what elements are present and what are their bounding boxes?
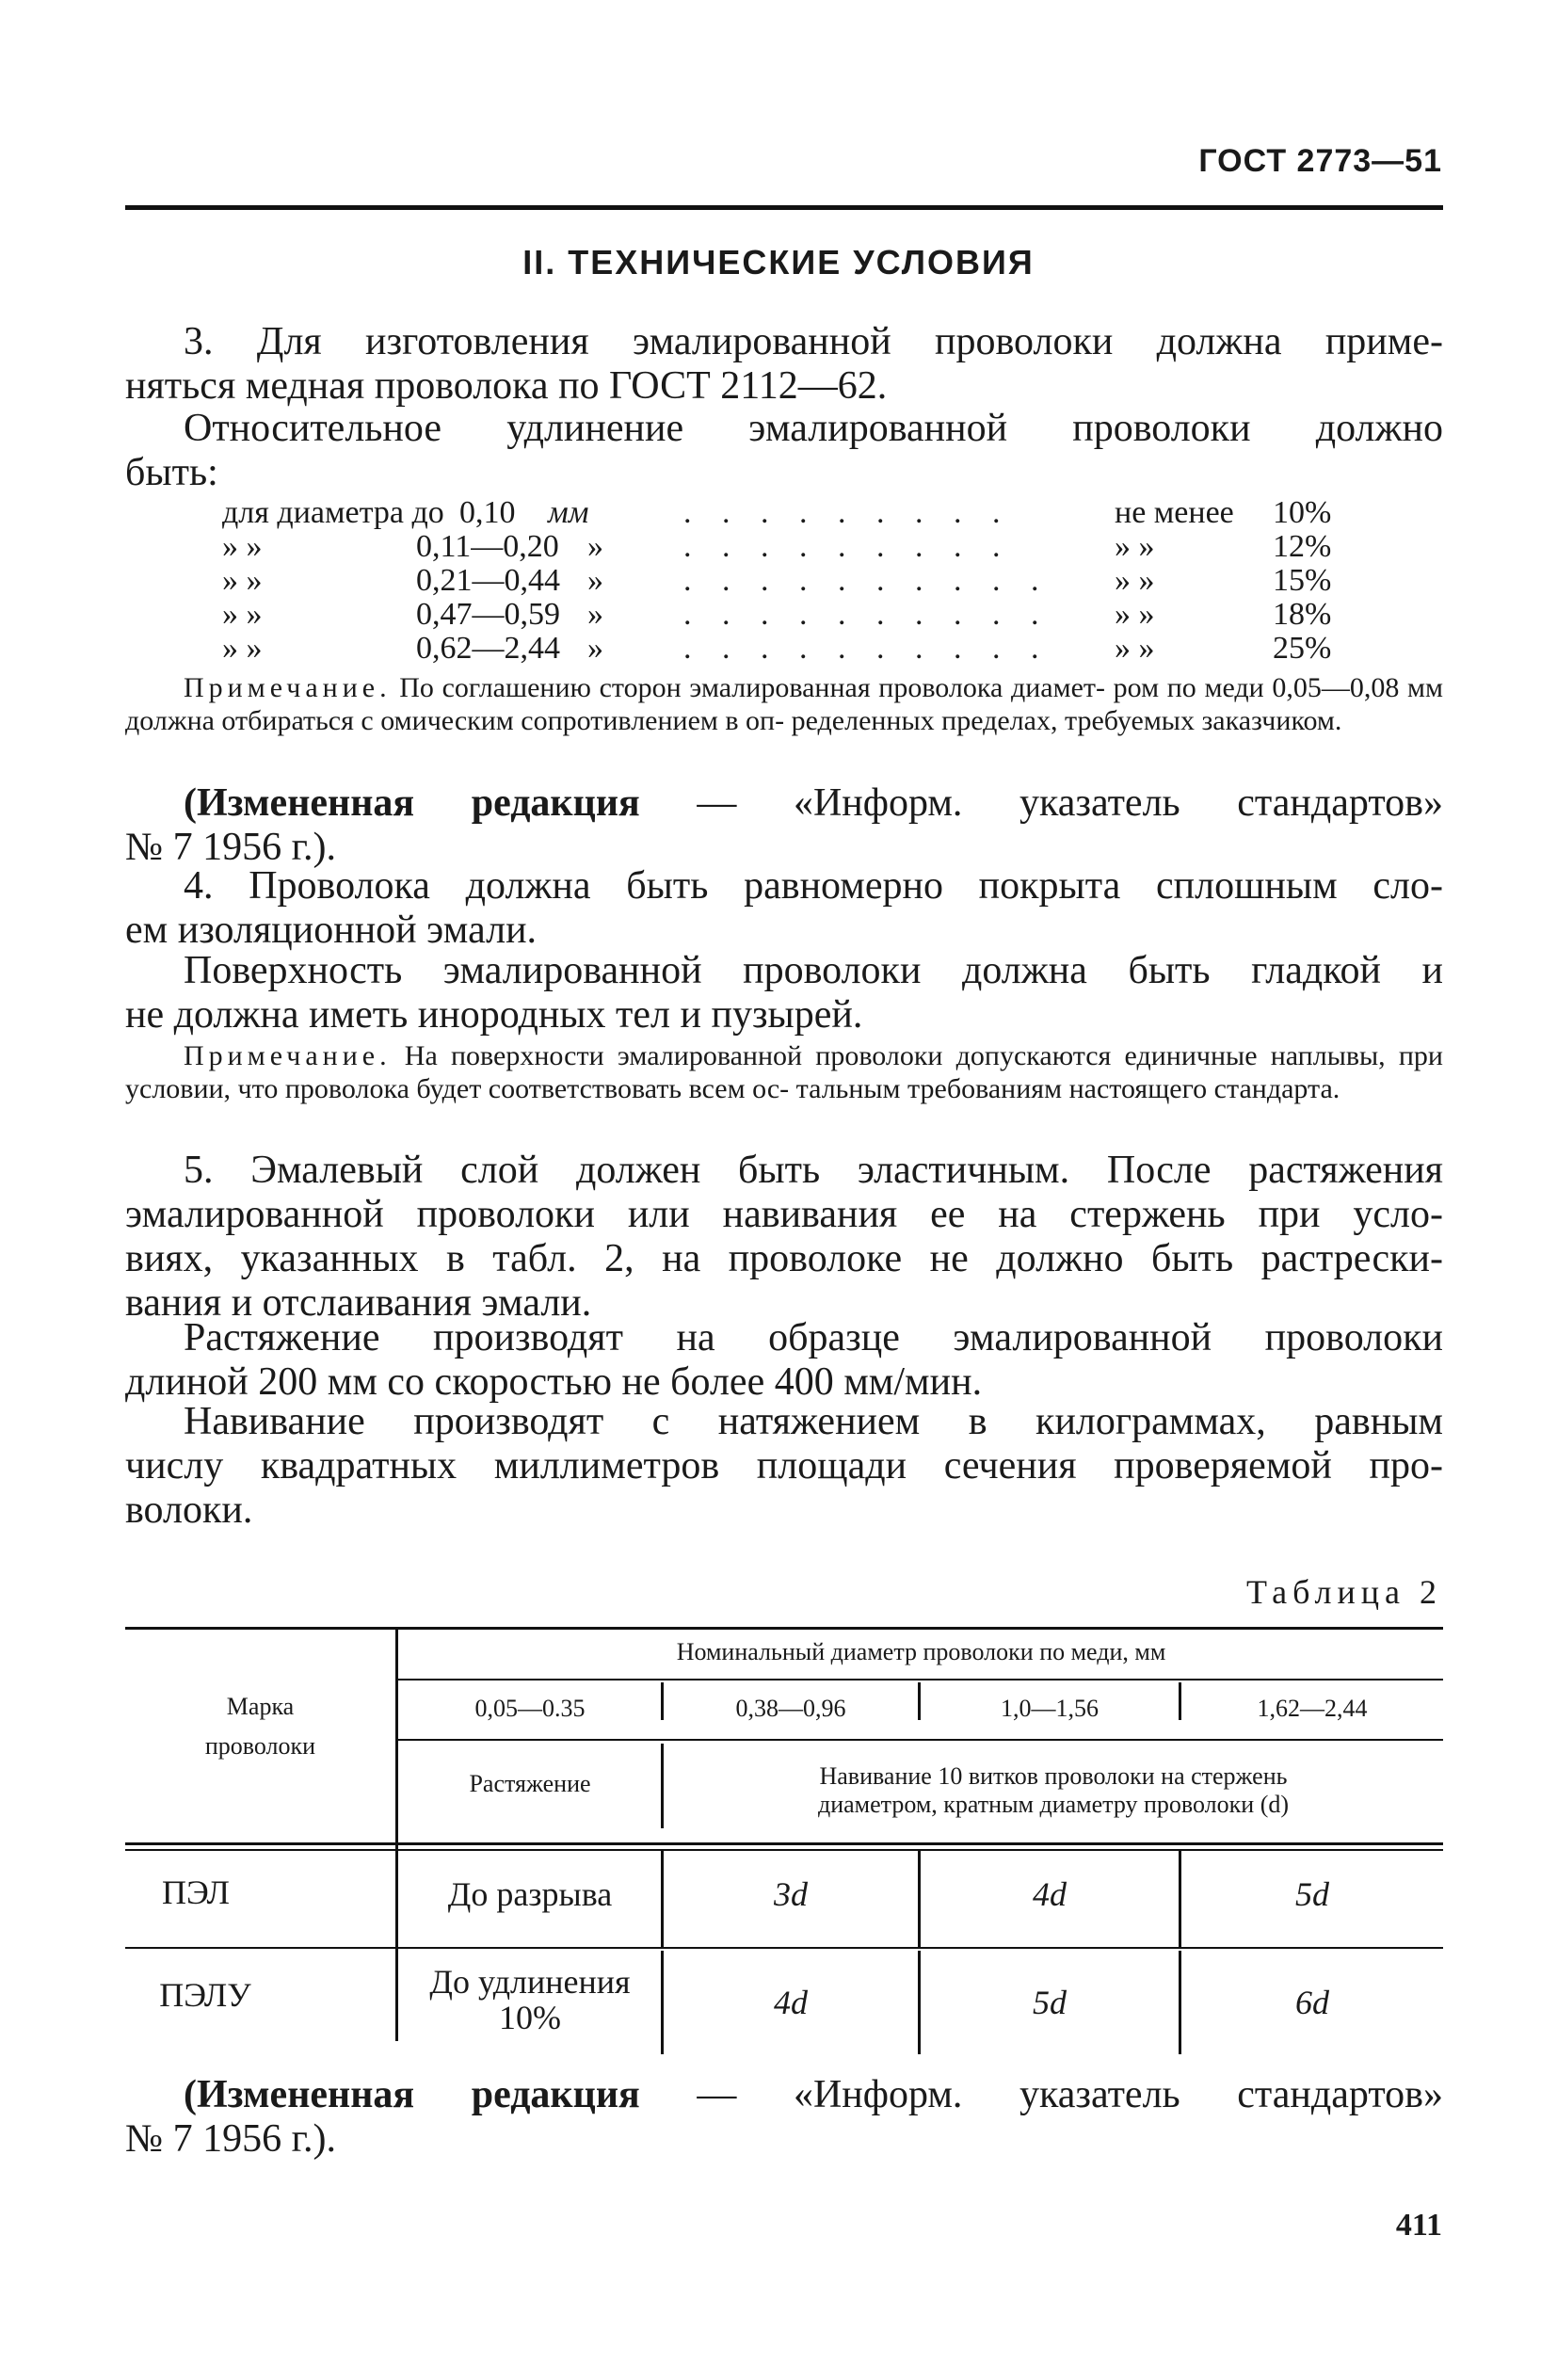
row-unit: » — [587, 563, 603, 598]
section-title: II. ТЕХНИЧЕСКИЕ УСЛОВИЯ — [522, 243, 1035, 281]
page-number: 411 — [1395, 2208, 1442, 2243]
row-range: 0,47—0,59 — [416, 597, 560, 632]
edition-rest: — «Информ. указатель стандартов» — [639, 781, 1443, 825]
row-range: 0,21—0,44 — [416, 563, 560, 598]
paragraph-line: волоки. — [125, 1488, 253, 1532]
header-winding-line: Навивание 10 витков проволоки на стержень — [819, 1762, 1288, 1790]
paragraph-line: 4. Проволока должна быть равномерно покрыта сплошным сло- — [184, 864, 1443, 908]
header-diameter: Номинальный диаметр проволоки по меди, мм — [676, 1638, 1166, 1665]
header-brand-line: проволоки — [204, 1732, 316, 1760]
row-value: 15% — [1273, 563, 1332, 598]
paragraph-line: длиной 200 мм со скоростью не более 400 мм/мин. — [125, 1360, 983, 1404]
row-range: 0,11—0,20 — [416, 529, 559, 564]
table-rule-sub — [397, 1739, 1443, 1741]
paragraph-line: Растяжение производят на образце эмалированной проволоки — [184, 1316, 1443, 1359]
table-col-rule — [395, 1627, 398, 2041]
row-range: 0,62—2,44 — [416, 631, 560, 666]
row-unit: » — [587, 597, 603, 632]
cell-brand: ПЭЛ — [162, 1873, 230, 1911]
note-text: По соглашению сторон эмалированная проволока диамет- ром по меди 0,05—0,08 мм должна отбираться с омическим сопротивлением в оп- ределенных пределах, требуемых заказчиком. — [125, 672, 1443, 736]
row-dots: . . . . . . . . . . — [683, 631, 1051, 666]
row-unit: мм — [548, 495, 589, 530]
stretch-paragraph — [125, 1316, 1443, 1405]
paragraph-line: числу квадратных миллиметров площади сечения проверяемой про- — [125, 1444, 1443, 1488]
header-stretch: Растяжение — [469, 1770, 591, 1797]
edition-rest: — «Информ. указатель стандартов» — [639, 2073, 1443, 2116]
row-value: 10% — [1273, 495, 1332, 530]
paragraph-line: Навивание производят с натяжением в килограммах, равным — [184, 1400, 1443, 1443]
header-diameter-4: 1,62—2,44 — [1257, 1695, 1368, 1722]
note-label: Примечание. — [184, 672, 392, 703]
paragraph-5 — [125, 1149, 1443, 1326]
paragraph-line: 5. Эмалевый слой должен быть эластичным. После растяжения — [184, 1149, 1443, 1192]
note-label: Примечание. — [184, 1040, 392, 1071]
cell-winding-2: 5d — [1033, 1984, 1067, 2021]
cell-winding-1: 3d — [774, 1875, 808, 1913]
table-rule-header — [125, 1849, 1443, 1851]
row-dots: . . . . . . . . . — [683, 529, 1012, 564]
row-dots: . . . . . . . . . . — [683, 563, 1051, 598]
row-prefix: » » — [222, 563, 263, 598]
row-prefix: для диаметра до — [222, 495, 444, 530]
edition-bold: (Измененная редакция — [184, 781, 640, 825]
row-condition: » » — [1115, 529, 1155, 564]
paragraph-line: вания и отслаивания эмали. — [125, 1281, 592, 1325]
cell-winding-2: 4d — [1033, 1875, 1067, 1913]
paragraph-line: быть: — [125, 451, 218, 494]
row-condition: » » — [1115, 631, 1155, 666]
header-brand-line: Марка — [226, 1693, 295, 1720]
header-winding-line: диаметром, кратным диаметру проволоки (d) — [817, 1791, 1290, 1818]
row-range: 0,10 — [459, 495, 516, 530]
note-1 — [125, 671, 1443, 737]
edition-line — [125, 781, 1443, 826]
cell-brand: ПЭЛУ — [159, 1976, 251, 2014]
edition-note-1 — [125, 781, 1443, 870]
cell-stretch-line: До удлинения — [429, 1963, 631, 2001]
edition-line-2: № 7 1956 г.). — [125, 826, 337, 869]
paragraph-3 — [125, 320, 1443, 409]
paragraph-line: 3. Для изготовления эмалированной проволоки должна приме- — [184, 320, 1443, 363]
header-brand — [125, 1693, 395, 1761]
row-value: 18% — [1273, 597, 1332, 632]
paragraph-4 — [125, 864, 1443, 953]
paragraph-line: виях, указанных в табл. 2, на проволоке не должно быть растрески- — [125, 1237, 1443, 1280]
cell-stretch — [399, 1964, 661, 2035]
paragraph-line: эмалированной проволоки или навивания ее на стержень при усло- — [125, 1193, 1443, 1236]
cell-winding-3: 5d — [1295, 1875, 1329, 1913]
cell-stretch: До разрыва — [447, 1875, 613, 1913]
row-value: 25% — [1273, 631, 1332, 666]
row-dots: . . . . . . . . . — [683, 495, 1012, 530]
edition-note-2 — [125, 2073, 1443, 2162]
table-rule-header — [125, 1842, 1443, 1845]
edition-line-2: № 7 1956 г.). — [125, 2117, 337, 2161]
edition-bold: (Измененная редакция — [184, 2073, 640, 2116]
paragraph-line: Относительное удлинение эмалированной проволоки должно — [184, 407, 1443, 450]
row-condition: не менее — [1115, 495, 1234, 530]
note-2 — [125, 1039, 1443, 1105]
row-prefix: » » — [222, 529, 263, 564]
header-diameter-1: 0,05—0.35 — [474, 1695, 586, 1722]
paragraph-line: няться медная проволока по ГОСТ 2112—62. — [125, 364, 888, 408]
header-diameter-3: 1,0—1,56 — [1001, 1695, 1099, 1722]
row-unit: » — [587, 529, 603, 564]
winding-paragraph — [125, 1400, 1443, 1533]
note-text: На поверхности эмалированной проволоки допускаются единичные наплывы, при условии, что проволока будет соответствовать всем ос- тальным требованиям настоящего стандарта. — [125, 1040, 1443, 1104]
row-prefix: » » — [222, 597, 263, 632]
row-dots: . . . . . . . . . . — [683, 597, 1051, 632]
paragraph-line: не должна иметь инородных тел и пузырей. — [125, 993, 863, 1037]
table-rule-sub — [397, 1679, 1443, 1680]
elongation-paragraph — [125, 407, 1443, 495]
table-rule-top — [125, 1627, 1443, 1630]
row-condition: » » — [1115, 563, 1155, 598]
cell-winding-1: 4d — [774, 1984, 808, 2021]
row-condition: » » — [1115, 597, 1155, 632]
paragraph-line: ем изоляционной эмали. — [125, 909, 538, 952]
standard-number: ГОСТ 2773—51 — [1198, 143, 1442, 179]
header-rule — [125, 205, 1443, 210]
paragraph-line: Поверхность эмалированной проволоки должна быть гладкой и — [184, 949, 1443, 992]
table-title: Таблица 2 — [1246, 1573, 1442, 1611]
surface-paragraph — [125, 949, 1443, 1037]
row-value: 12% — [1273, 529, 1332, 564]
row-unit: » — [587, 631, 603, 666]
cell-stretch-line: 10% — [499, 1999, 561, 2036]
header-winding — [664, 1762, 1443, 1819]
edition-line — [125, 2073, 1443, 2117]
table-rule-row — [125, 1947, 1443, 1949]
row-prefix: » » — [222, 631, 263, 666]
header-diameter-2: 0,38—0,96 — [735, 1695, 846, 1722]
cell-winding-3: 6d — [1295, 1984, 1329, 2021]
